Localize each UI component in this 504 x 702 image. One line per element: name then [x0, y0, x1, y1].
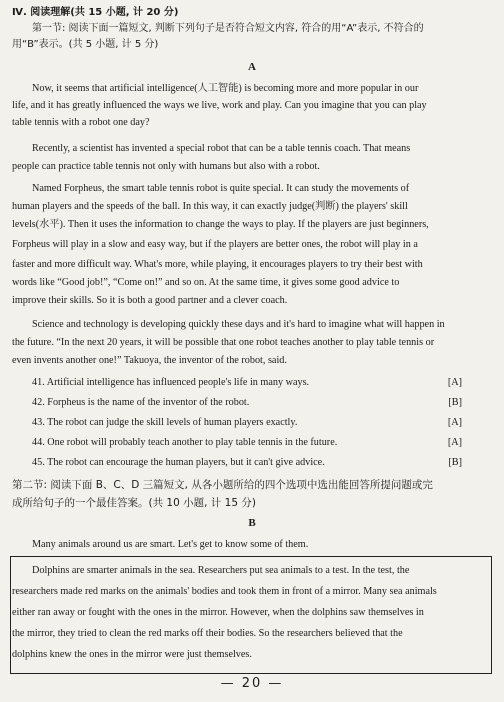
question-44: [12, 436, 490, 450]
question-text: 45. The robot can encourage the human players, but it can't give advice.: [32, 457, 325, 468]
section-header: Ⅳ. 阅读理解(共 15 小题, 计 20 分): [12, 7, 179, 18]
question-answer: [B]: [448, 457, 462, 468]
part2-instruction-line2: 成所给句子的一个最佳答案。(共 10 小题, 计 15 分): [12, 497, 256, 509]
part1-instruction-line1: 第一节: 阅读下面一篇短文, 判断下列句子是否符合短文内容, 符合的用“A”表示, 不符合的: [32, 23, 424, 34]
question-43: [12, 416, 490, 430]
passage-a-line: Named Forpheus, the smart table tennis robot is quite special. It can study the movements of: [32, 183, 410, 194]
page-number: — 20 —: [220, 676, 284, 691]
passage-a-line: human players and the speeds of the ball. In this way, it can exactly judge(判断) the players' skill: [12, 201, 408, 212]
question-text: 42. Forpheus is the name of the inventor of the robot.: [32, 397, 250, 408]
passage-b-line: Dolphins are smarter animals in the sea. Researchers put sea animals to a test. In the test, the: [32, 565, 410, 576]
passage-a-line: even invents another one!” Takuoya, the inventor of the robot, said.: [12, 355, 287, 366]
question-42: [12, 396, 490, 410]
passage-a-line: Forpheus will play in a slow and easy way, but if the players are better ones, the robot will play in a: [12, 239, 418, 250]
passage-a-line: levels(水平). Then it uses the information to change the ways to play. If the players are just beginners,: [12, 219, 429, 230]
passage-b-label: B: [248, 517, 256, 529]
passage-a-line: Now, it seems that artificial intelligence(人工智能) is becoming more and more popular in our: [32, 83, 419, 94]
passage-b-line: the mirror, they tried to clean the red marks off their bodies. So the researchers believed that the: [12, 628, 403, 639]
passage-b-line: researchers made red marks on the animals' bodies and took them in front of a mirror. Many sea animals: [12, 586, 437, 597]
question-text: 43. The robot can judge the skill levels of human players exactly.: [32, 417, 298, 428]
question-answer: [A]: [447, 437, 462, 448]
passage-a-line: faster and more difficult way. What's more, while playing, it encourages players to try their best with: [12, 259, 423, 270]
question-answer: [A]: [447, 377, 462, 388]
passage-b-line: dolphins knew the ones in the mirror were just themselves.: [12, 649, 252, 660]
passage-a-line: people can practice table tennis not only with humans but also with a robot.: [12, 161, 320, 172]
question-answer: [A]: [447, 417, 462, 428]
passage-b-line: either ran away or fought with the ones in the mirror. However, when the dolphins saw themselves in: [12, 607, 424, 618]
passage-a-line: table tennis with a robot one day?: [12, 117, 150, 128]
passage-a-line: life, and it has greatly influenced the ways we live, work and play. Can you imagine that you can play: [12, 100, 427, 111]
part2-instruction-line1: 第二节: 阅读下面 B、C、D 三篇短文, 从各小题所给的四个选项中选出能回答所提问题或完: [12, 479, 433, 491]
question-45: [12, 456, 490, 470]
question-41: [12, 376, 490, 390]
passage-a-label: A: [248, 61, 256, 73]
question-text: 44. One robot will probably teach another to play table tennis in the future.: [32, 437, 338, 448]
passage-b-intro: Many animals around us are smart. Let's get to know some of them.: [32, 539, 309, 550]
passage-a-line: words like “Good job!”, “Come on!” and so on. At the same time, it gives some good advice to: [12, 277, 400, 288]
part1-instruction-line2: 用“B”表示。(共 5 小题, 计 5 分): [12, 39, 159, 50]
passage-a-line: improve their skills. So it is both a good partner and a clever coach.: [12, 295, 288, 306]
passage-a-line: Recently, a scientist has invented a special robot that can be a table tennis coach. That means: [32, 143, 411, 154]
question-text: 41. Artificial intelligence has influenced people's life in many ways.: [32, 377, 310, 388]
passage-a-line: Science and technology is developing quickly these days and it's hard to imagine what will happen in: [32, 319, 445, 330]
question-answer: [B]: [448, 397, 462, 408]
passage-a-line: the future. “In the next 20 years, it will be possible that one robot teaches another to play table tennis or: [12, 337, 435, 348]
